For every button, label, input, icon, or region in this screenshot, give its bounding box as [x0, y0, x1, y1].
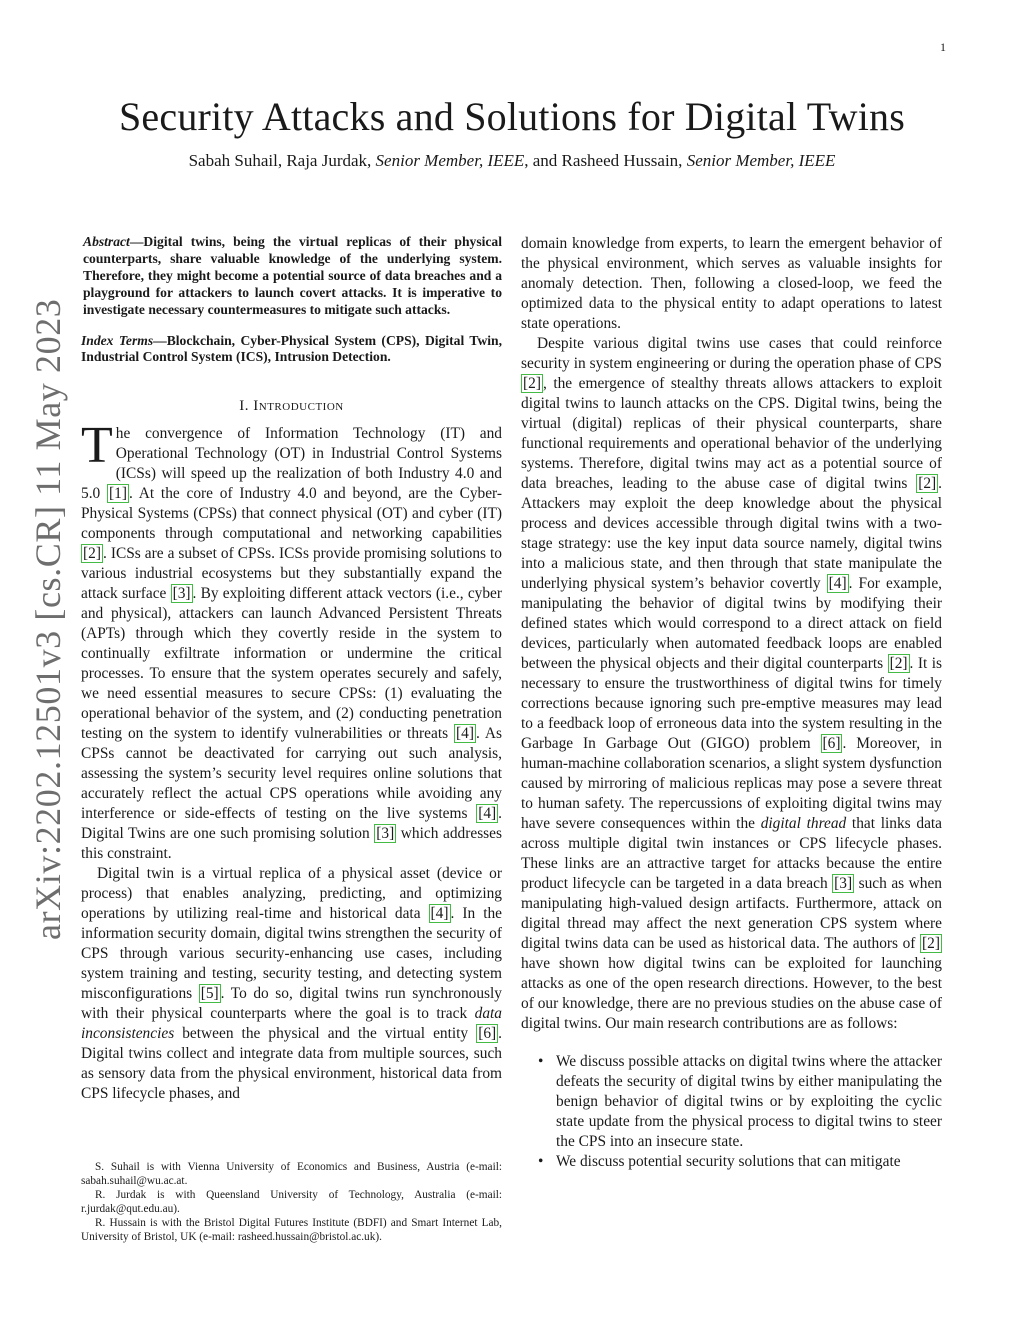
author-names-2: , and Rasheed Hussain, [524, 151, 687, 170]
emphasis: data inconsistencies [81, 1005, 502, 1043]
text-run: . At the core of Industry 4.0 and beyond, are the Cyber-Physical Systems (CPSs) that connect physical (OT) and cyber (IT) components through computational and networking capabilities [81, 485, 503, 543]
footnote: R. Hussain is with the Bristol Digital Futures Institute (BDFI) and Smart Internet Lab, University of Bristol, UK (e-mail: rasheed.hussain@bristol.ac.uk). [81, 1217, 502, 1243]
text-run: . For example, manipulating the behavior of digital twins by modifying their defined states which would correspond to a direct attack on field devices, particularly when automated feedback loops are enabled between the physical objects and their digital counterparts [521, 575, 942, 672]
citation-link[interactable]: [2] [922, 935, 940, 952]
footnote: R. Jurdak is with Queensland University of Technology, Australia (e-mail: r.jurdak@qut.edu.au). [81, 1189, 502, 1215]
intro-paragraph-2 [81, 864, 502, 1104]
author-role-1: Senior Member, IEEE [375, 151, 525, 170]
text-run: such as when manipulating high-valued design artifacts. Furthermore, attack on digital thread may affect the next generation CPS system where digital twins data can be used as historical data. The authors of [521, 875, 942, 952]
citation-link[interactable]: [2] [918, 475, 937, 492]
text-run: Digital twin is a virtual replica of a physical asset (device or process) that enables analyzing, predicting, and optimizing operations by utilizing real-time and historical data [81, 865, 502, 923]
citation-link[interactable]: [6] [478, 1025, 497, 1043]
citation-link[interactable]: [2] [889, 655, 908, 672]
index-terms [81, 333, 502, 367]
drop-cap: T [81, 417, 113, 475]
right-column [521, 234, 942, 1172]
citation-link[interactable]: [2] [83, 545, 101, 563]
abstract [81, 234, 502, 319]
page-number: 1 [940, 40, 946, 54]
text-run: . As CPSs cannot be deactivated for carrying out such analysis, assessing the system’s security level requires online solutions that accurately reflect the actual CPS operations while avoiding any interference or side-effects of testing on the live systems [81, 725, 502, 823]
text-run: have shown how digital twins can be exploited for launching attacks as one of the open research directions. However, to the best of our knowledge, there are no previous studies on the abuse case of digital twins. Our main research contributions are as follows: [521, 955, 942, 1032]
text-run: Despite various digital twins use cases that could reinforce security in system engineering or during the operation phase of CPS [521, 335, 942, 372]
citation-link[interactable]: [6] [822, 735, 841, 752]
author-names-1: Sabah Suhail, Raja Jurdak, [188, 151, 376, 170]
citation-link[interactable]: [4] [478, 805, 497, 823]
list-item-text: We discuss potential security solutions that can mitigate [556, 1153, 901, 1170]
text-run: he convergence of Information Technology (IT) and Operational Technology (OT) in Industrial Control Systems (ICSs) will speed up the realization of both Industry 4.0 and 5.0 [81, 425, 502, 503]
left-column [81, 234, 502, 1104]
right-paragraph-2 [521, 334, 942, 1034]
text-run: . By exploiting different attack vectors (i.e., cyber and physical), attackers can launch Advanced Persistent Threats (APTs) through which they covertly reside in the system to continually exfiltrate information or undermine the critical processes. To ensure that the system operates securely and safely, we need essential measures to secure CPSs: (1) evaluating the operational behavior of the system, and (2) conducting penetration testing on the system to identify vulnerabilities or threats [81, 585, 502, 743]
text-run: . ICSs are a subset of CPSs. ICSs provide promising solutions to various industrial ecosystems but they substantially expand the attack surface [81, 545, 502, 603]
list-item-text: We discuss possible attacks on digital twins where the attacker defeats the security of digital twins by either manipulating the benign behavior of digital twins or by exploiting the cyclic state update from the physical process to digital twins to steer the CPS into an insecure state. [556, 1053, 942, 1150]
text-run: . Moreover, in human-machine collaboration scenarios, a slight system dysfunction caused by mirroring of malicious replicas may pose a severe threat to human safety. The repercussions of exploiting digital twins may have severe consequences within the [521, 735, 943, 832]
text-run: . Digital Twins are one such promising solution [81, 805, 502, 843]
citation-link[interactable]: [3] [172, 585, 191, 603]
author-role-2: Senior Member, IEEE [686, 151, 836, 170]
abstract-label: Abstract [83, 234, 130, 249]
citation-link[interactable]: [4] [456, 725, 474, 743]
text-run: . Attackers may exploit the deep knowledge about the physical process and devices accessible through digital twins with a two-stage strategy: use the key input data source namely, digital twins into a malicious state, and then through that state manipulate the underlying physical system’s behavior covertly [521, 475, 942, 592]
bullet: • [538, 1053, 544, 1070]
arxiv-identifier: arXiv:2202.12501v3 [cs.CR] 11 May 2023 [28, 298, 68, 940]
right-paragraph-continued: domain knowledge from experts, to learn the emergent behavior of the physical environment, which serves as valuable insights for anomaly detection. Then, following a closed-loop, we feed the optimized data to the physical entity to adapt operations to latest state operations. [521, 235, 942, 332]
text-run: . In the information security domain, digital twins strengthen the security of CPS through various security-enhancing use cases, including system training and testing, security testing, and detecting system misconfigurations [81, 905, 502, 1003]
text-run: . Digital twins collect and integrate data from multiple sources, such as sensory data from the physical environment, historical data from CPS lifecycle phases, and [81, 1025, 502, 1103]
citation-link[interactable]: [5] [200, 985, 219, 1003]
citation-link[interactable]: [4] [828, 575, 847, 592]
citation-link[interactable]: [4] [430, 905, 449, 923]
citation-link[interactable]: [3] [834, 875, 853, 892]
intro-paragraph-1 [81, 417, 503, 864]
list-item [521, 1152, 942, 1172]
citation-link[interactable]: [2] [523, 375, 541, 392]
text-run: . It is necessary to ensure the trustworthiness of digital twins for timely corrections because ignoring such pre-emptive measures may lead to a feedback loop of erroneous data into the system resulting in the Garbage In Garbage Out (GIGO) problem [521, 655, 942, 752]
citation-link[interactable]: [1] [109, 485, 127, 503]
section-heading-introduction: I. Introduction [239, 398, 344, 415]
emphasis: digital thread [760, 815, 847, 832]
text-run: between the physical and the virtual entity [174, 1025, 477, 1043]
citation-link[interactable]: [3] [376, 825, 395, 843]
author-line [0, 151, 1024, 171]
author-footnotes [81, 1160, 502, 1244]
index-terms-text: —Blockchain, Cyber-Physical System (CPS), Digital Twin, Industrial Control System (ICS), Intrusion Detection. [81, 332, 502, 365]
text-run: which addresses this constraint. [81, 825, 502, 863]
abstract-text: —Digital twins, being the virtual replicas of their physical counterparts, share valuable knowledge of the underlying system. Therefore, they might become a potential source of data breaches and a playground for attackers to launch covert attacks. It is imperative to investigate necessary countermeasures to mitigate such attacks. [83, 234, 502, 317]
text-run: , the emergence of stealthy threats allows attackers to exploit digital twins to launch attacks on the CPS. Digital twins, being the virtual (digital) replicas of their physical counterparts, share functional requirements and operational behavior of the underlying systems. Therefore, digital twins may act as a potential source of data breaches, leading to the abuse case of digital twins [521, 375, 942, 492]
text-run: . To do so, digital twins run synchronously with their physical counterparts where the goal is to track [81, 985, 502, 1023]
index-terms-label: Index Terms [81, 332, 154, 348]
footnote: S. Suhail is with Vienna University of Economics and Business, Austria (e-mail: sabah.suhail@wu.ac.at. [81, 1161, 502, 1187]
paper-title: Security Attacks and Solutions for Digital Twins [118, 94, 905, 139]
contribution-list [521, 1052, 942, 1172]
text-run: that links data across multiple digital twin instances or CPS lifecycle phases. These links are an attractive target for attacks because the entire product lifecycle can be targeted in a data breach [521, 815, 943, 892]
list-item [521, 1052, 942, 1152]
bullet: • [538, 1153, 544, 1170]
